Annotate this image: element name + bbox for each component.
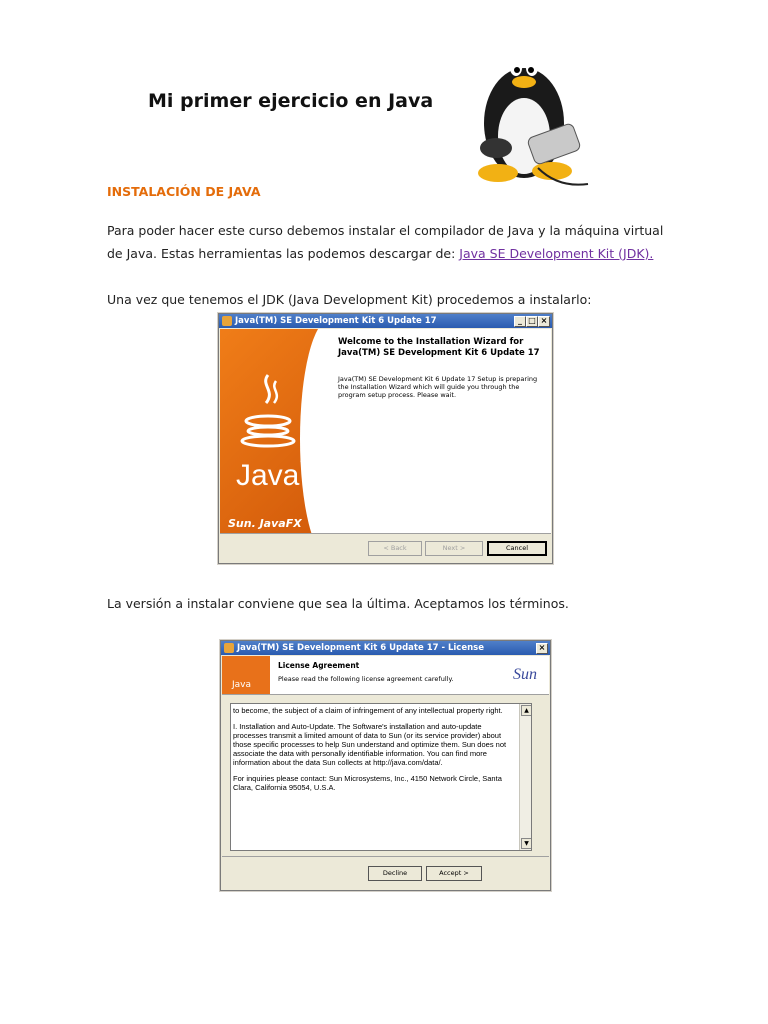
paragraph-install: Una vez que tenemos el JDK (Java Development Kit) procedemos a instalarlo: [107, 292, 592, 307]
tux-penguin-image [468, 38, 592, 188]
java-cup-icon [238, 371, 298, 451]
license-paragraph: to become, the subject of a claim of infringement of any intellectual property right. [233, 706, 503, 715]
wizard-heading: Welcome to the Installation Wizard for Java(TM) SE Development Kit 6 Update 17 [338, 337, 540, 358]
sun-logo: Sun [513, 666, 537, 683]
back-button[interactable]: < Back [368, 541, 422, 556]
java-app-icon [222, 316, 232, 326]
minimize-button[interactable]: _ [514, 316, 526, 327]
java-logo-text: Java™ [236, 459, 309, 492]
license-scrollbar[interactable] [519, 704, 531, 850]
decline-button[interactable]: Decline [368, 866, 422, 881]
java-app-icon [224, 643, 234, 653]
accept-button[interactable]: Accept > [426, 866, 482, 881]
cancel-button[interactable]: Cancel [487, 541, 547, 556]
license-text-area[interactable] [230, 703, 532, 851]
scroll-up-arrow-icon[interactable]: ▲ [521, 705, 532, 716]
license-title-text: Java(TM) SE Development Kit 6 Update 17 - License [237, 643, 484, 653]
license-paragraph: For inquiries please contact: Sun Microsystems, Inc., 4150 Network Circle, Santa Clara, California 95054, U.S.A. [233, 774, 502, 792]
wizard-titlebar [219, 314, 552, 328]
installer-wizard-window [218, 313, 553, 564]
document-title: Mi primer ejercicio en Java [148, 90, 434, 112]
paragraph-line-2-text: de Java. Estas herramientas las podemos descargar de: [107, 246, 460, 261]
license-window [220, 640, 551, 891]
paragraph-version: La versión a instalar conviene que sea la última. Aceptamos los términos. [107, 596, 569, 611]
next-button[interactable]: Next > [425, 541, 483, 556]
wizard-button-bar [220, 533, 551, 562]
license-titlebar [221, 641, 550, 655]
section-heading: INSTALACIÓN DE JAVA [107, 184, 261, 199]
license-header [222, 656, 549, 695]
paragraph-line-1: Para poder hacer este curso debemos instalar el compilador de Java y la máquina virtual [107, 223, 664, 238]
close-button[interactable]: × [538, 316, 550, 327]
license-heading: License Agreement [278, 661, 360, 670]
license-button-bar [222, 856, 549, 889]
wizard-content [330, 329, 551, 533]
java-logo-box: Java [222, 656, 270, 694]
maximize-button[interactable]: □ [526, 316, 538, 327]
wizard-title-text: Java(TM) SE Development Kit 6 Update 17 [235, 316, 437, 326]
license-subheading: Please read the following license agreement carefully. [278, 675, 454, 683]
wizard-body-text: Java(TM) SE Development Kit 6 Update 17 Setup is preparing the Installation Wizard which will guide you through the program setup process. Please wait. [338, 375, 538, 399]
jdk-download-link[interactable]: Java SE Development Kit (JDK). [459, 246, 654, 261]
license-paragraph: I. Installation and Auto-Update. The Software's installation and auto-update processes transmit a limited amount of data to Sun (or its service provider) about those specific processes to help Sun understand and optimize them. Sun does not associate the data with personally identifiable information. You can find more information about the data Sun collects at http://java.com/data/. [233, 722, 507, 767]
wizard-sidebar-banner [220, 329, 330, 533]
close-button[interactable]: × [536, 643, 548, 654]
scroll-down-arrow-icon[interactable]: ▼ [521, 838, 532, 849]
paragraph-line-2 [107, 246, 653, 261]
sun-javafx-logo: Sun. JavaFX [228, 517, 302, 530]
